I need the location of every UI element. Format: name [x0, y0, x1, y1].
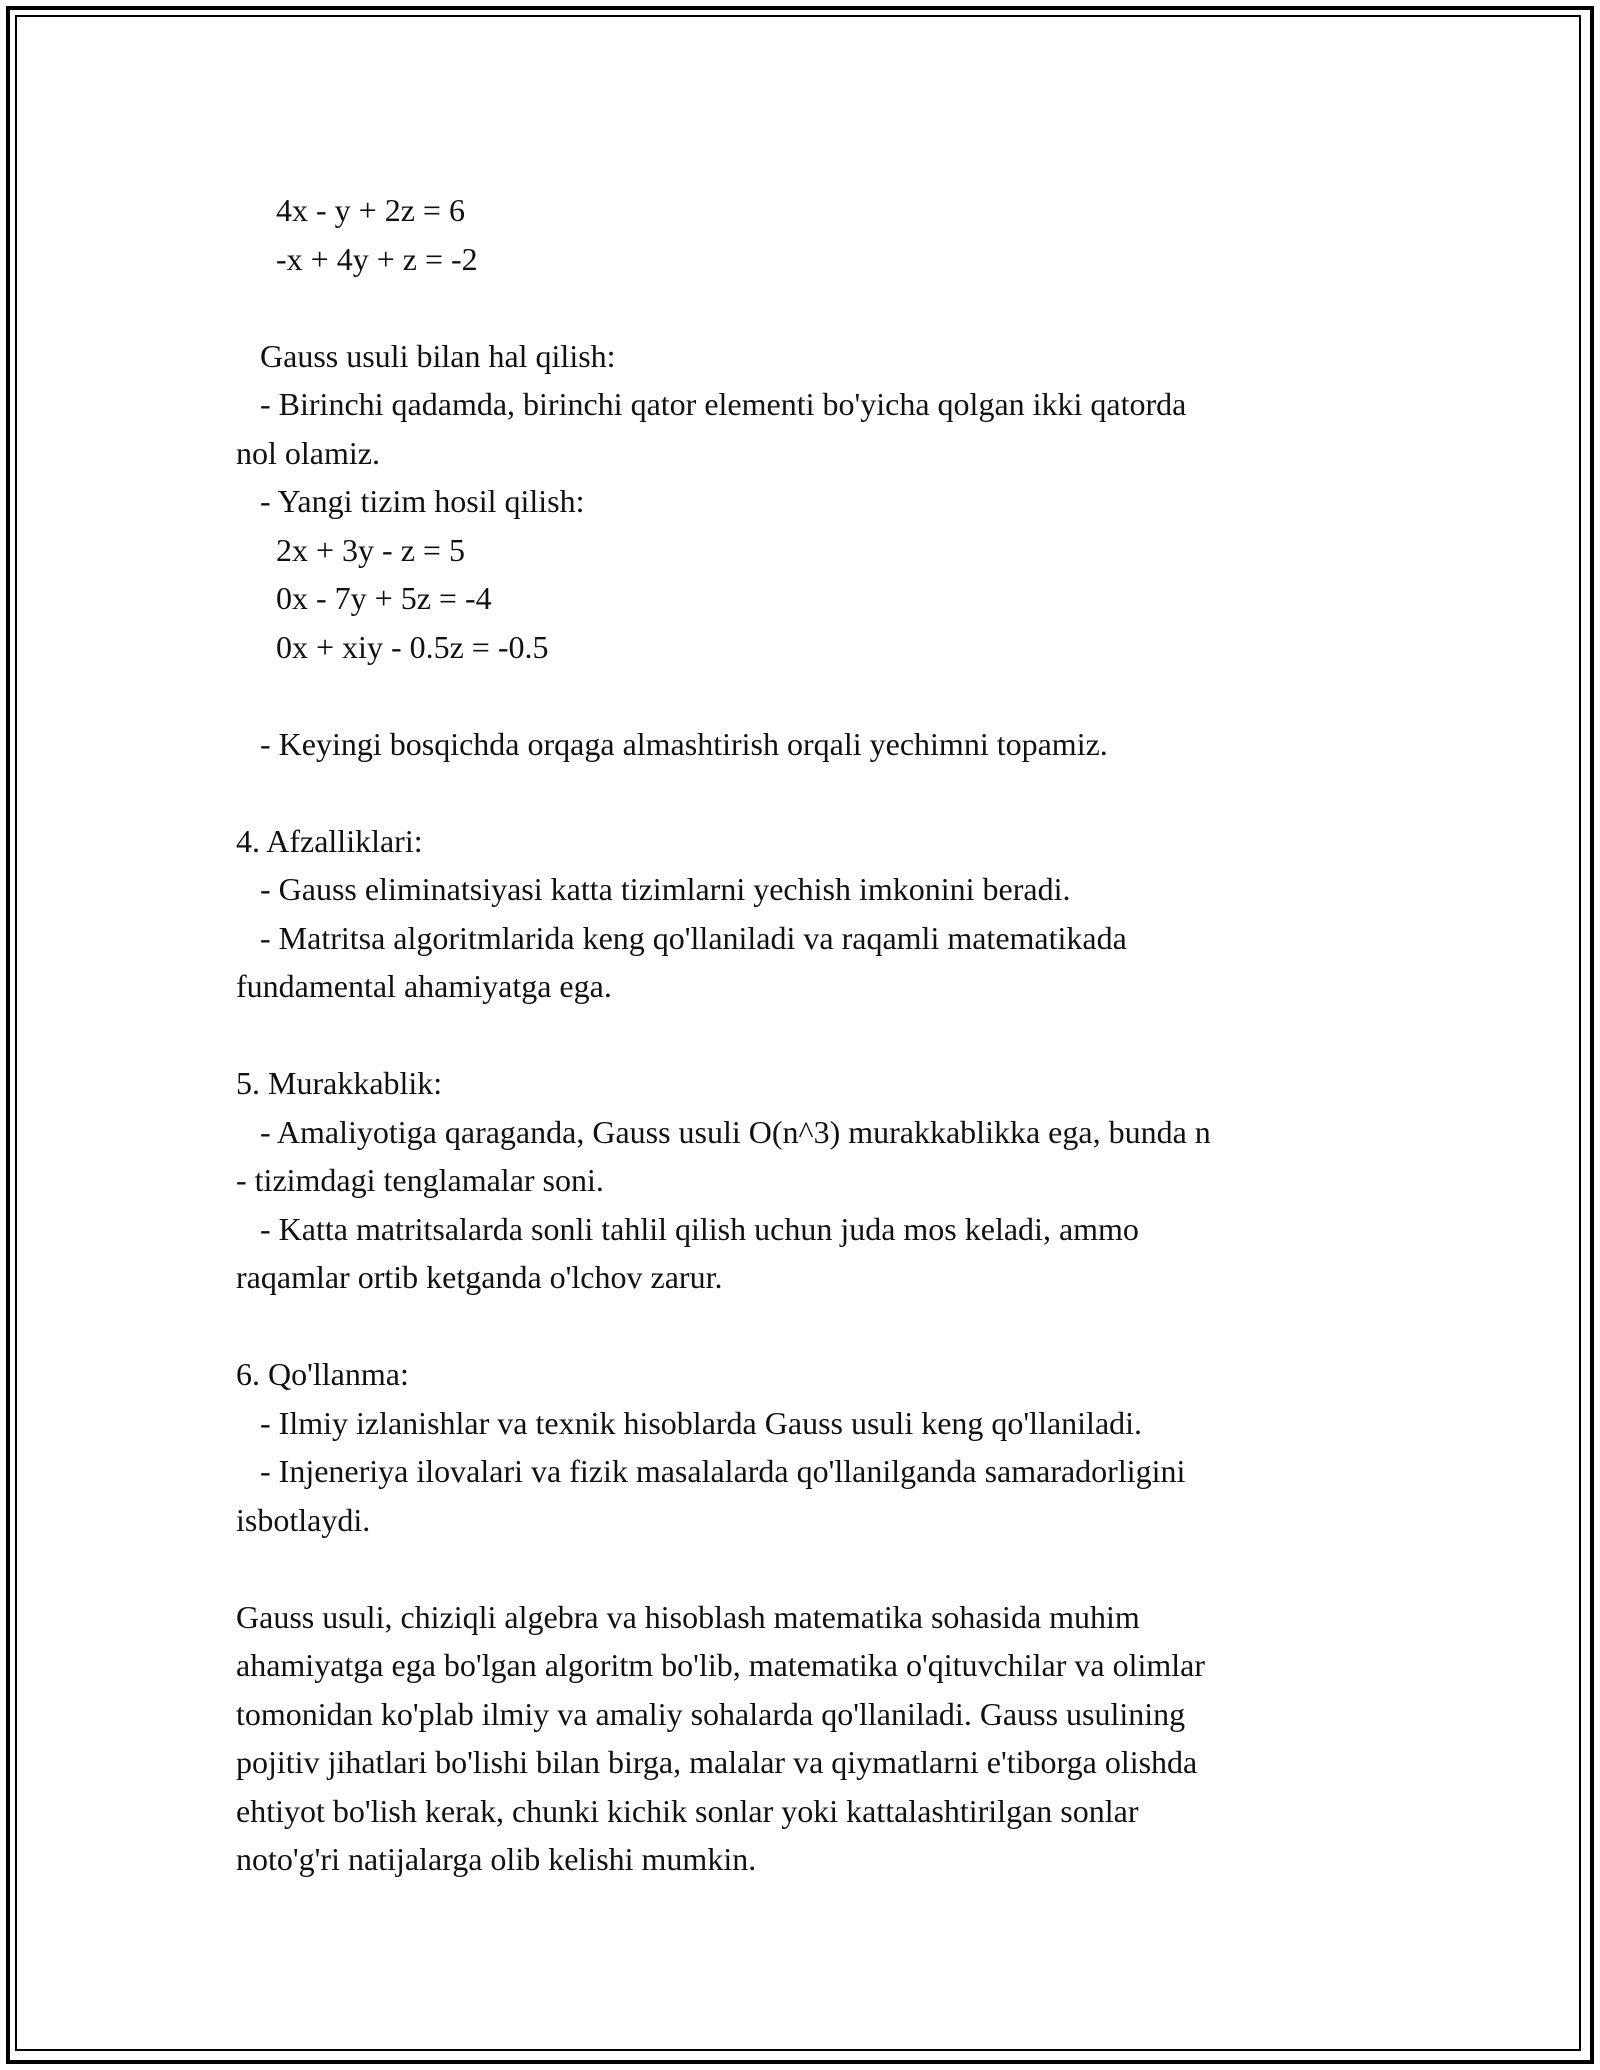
- text-line: ehtiyot bo'lish kerak, chunki kichik sonlar yoki kattalashtirilgan sonlar: [236, 1792, 1139, 1829]
- text-line: Gauss usuli bilan hal qilish:: [236, 337, 616, 374]
- text-line: tomonidan ko'plab ilmiy va amaliy sohalarda qo'llaniladi. Gauss usulining: [236, 1695, 1186, 1732]
- text-line: - Katta matritsalarda sonli tahlil qilish uchun juda mos keladi, ammo: [236, 1210, 1139, 1247]
- text-line: - Keyingi bosqichda orqaga almashtirish orqali yechimni topamiz.: [236, 725, 1108, 762]
- text-line: 5. Murakkablik:: [236, 1065, 443, 1101]
- text-line: raqamlar ortib ketganda o'lchov zarur.: [236, 1259, 723, 1295]
- text-line: - Amaliyotiga qaraganda, Gauss usuli O(n^3) murakkablikka ega, bunda n: [236, 1113, 1211, 1150]
- text-line: 6. Qo'llanma:: [236, 1356, 409, 1392]
- text-line: 2x + 3y - z = 5: [236, 531, 465, 568]
- blank-line: [236, 283, 1366, 332]
- text-line: pojitiv jihatlari bo'lishi bilan birga, malalar va qiymatlarni e'tiborga olishda: [236, 1744, 1198, 1780]
- text-line: - Injeneriya ilovalari va fizik masalalarda qo'llanilganda samaradorligini: [236, 1453, 1186, 1489]
- text-line: 0x + xiy - 0.5z = -0.5: [236, 628, 549, 665]
- blank-line: [236, 1544, 1366, 1593]
- blank-line: [236, 1011, 1366, 1060]
- text-line: - Birinchi qadamda, birinchi qator elementi bo'yicha qolgan ikki qatorda: [236, 386, 1187, 422]
- text-line: 4. Afzalliklari:: [236, 822, 423, 859]
- text-line: 0x - 7y + 5z = -4: [236, 580, 492, 616]
- text-line: - Ilmiy izlanishlar va texnik hisoblarda Gauss usuli keng qo'llaniladi.: [236, 1404, 1143, 1441]
- blank-line: [236, 768, 1366, 817]
- blank-line: [236, 671, 1366, 720]
- text-line: ahamiyatga ega bo'lgan algoritm bo'lib, matematika o'qituvchilar va olimlar: [236, 1647, 1205, 1683]
- text-line: - Matritsa algoritmlarida keng qo'llaniladi va raqamli matematikada: [236, 919, 1127, 956]
- text-line: 4x - y + 2z = 6: [236, 192, 465, 228]
- text-line: -x + 4y + z = -2: [236, 240, 478, 277]
- text-line: Gauss usuli, chiziqli algebra va hisoblash matematika sohasida muhim: [236, 1598, 1140, 1635]
- document-body: [236, 186, 1366, 1884]
- text-line: - Yangi tizim hosil qilish:: [236, 483, 585, 519]
- text-line: nol olamiz.: [236, 434, 380, 471]
- text-line: - Gauss eliminatsiyasi katta tizimlarni yechish imkonini beradi.: [236, 871, 1071, 907]
- text-line: - tizimdagi tenglamalar soni.: [236, 1162, 604, 1198]
- text-line: isbotlaydi.: [236, 1501, 371, 1538]
- text-line: fundamental ahamiyatga ega.: [236, 968, 612, 1004]
- blank-line: [236, 1302, 1366, 1351]
- text-line: noto'g'ri natijalarga olib kelishi mumkin.: [236, 1841, 757, 1877]
